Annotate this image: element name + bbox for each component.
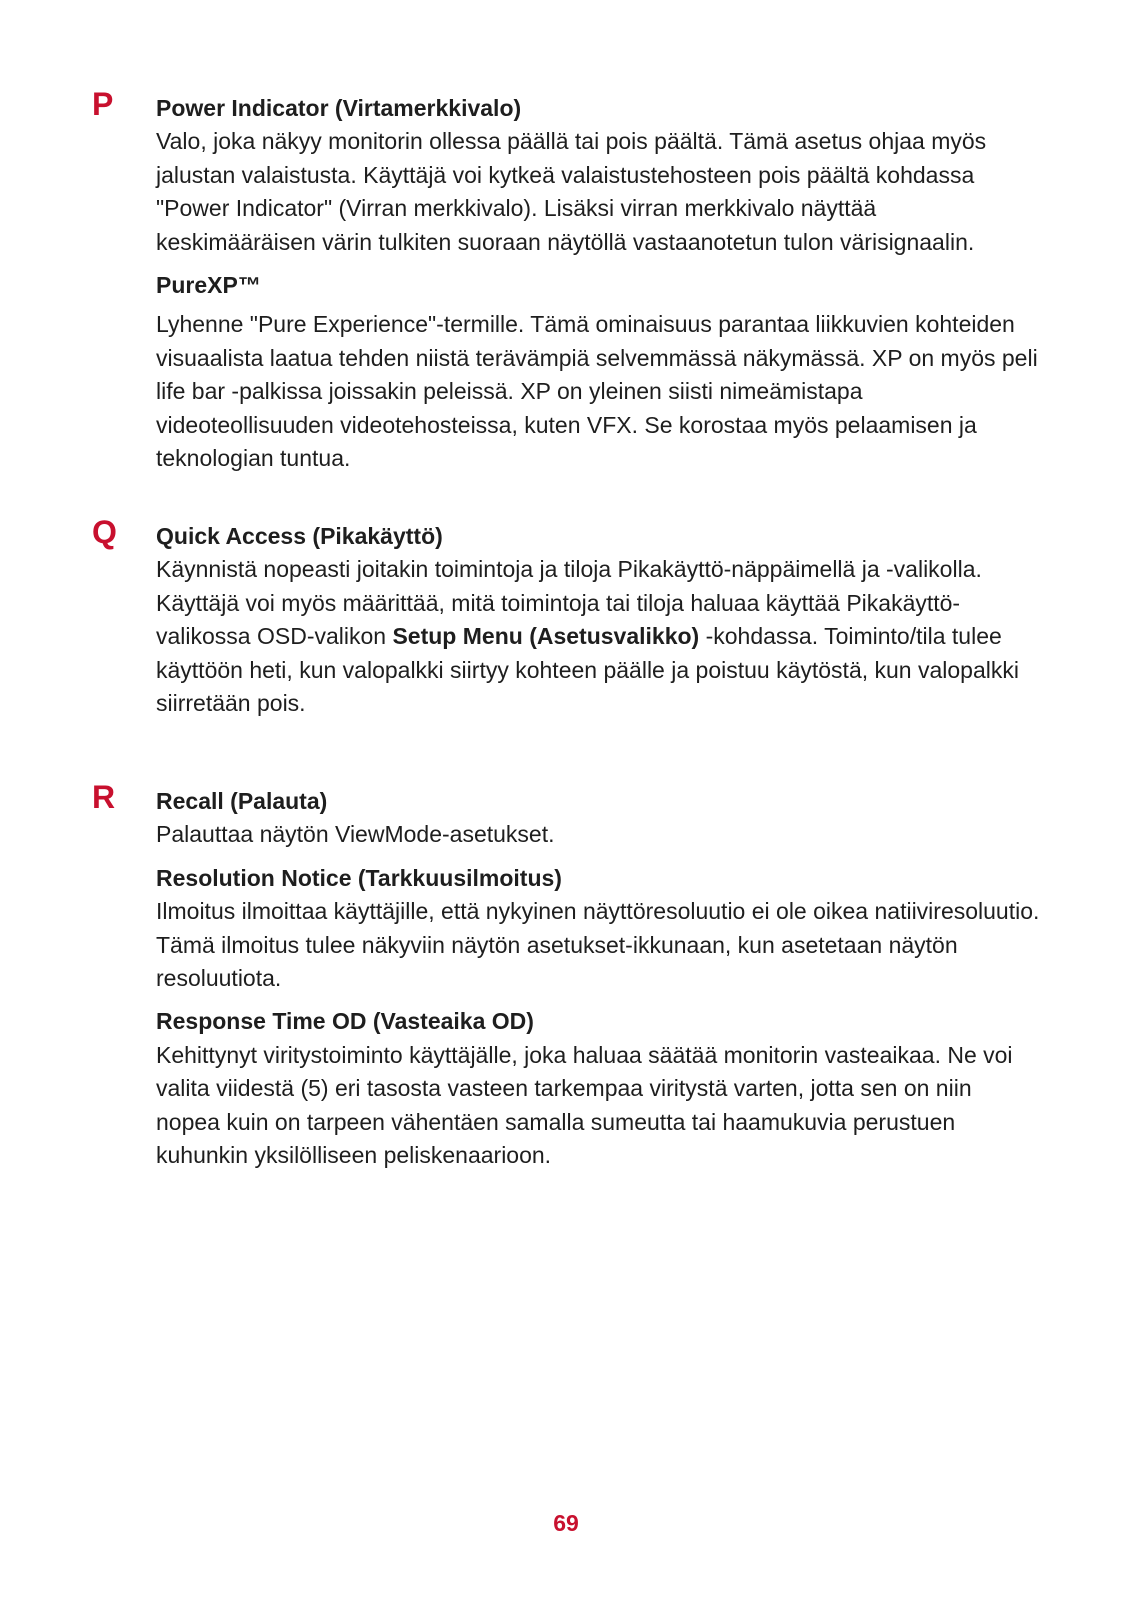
glossary-entry [156, 92, 1041, 259]
entry-term: Recall (Palauta) [156, 788, 328, 814]
entry-description [156, 553, 1041, 720]
entry-description-bold: Setup Menu (Asetusvalikko) [392, 623, 700, 650]
entry-term: Power Indicator (Virtamerkkivalo) [156, 95, 522, 121]
glossary-entry [156, 1005, 1041, 1172]
entry-description: Kehittynyt viritystoiminto käyttäjälle, joka haluaa säätää monitorin vasteaikaa. Ne voi valita viidestä (5) eri tasosta vasteen tarkempaa viritystä varten, jotta sen on niin nopea kuin on tarpeen vähentäen samalla sumeutta tai haamukuvia perustuen kuhunkin yksilölliseen peliskenaarioon. [156, 1041, 1013, 1169]
entry-term: Quick Access (Pikakäyttö) [156, 523, 443, 549]
entry-term: Response Time OD (Vasteaika OD) [156, 1008, 534, 1035]
entry-term: PureXP™ [156, 272, 261, 299]
entry-description-text: Käynnistä nopeasti joitakin toimintoja ja tiloja Pikakäyttö-näppäimellä ja -valikolla. Käyttäjä voi myös määrittää, mitä toimintoja tai tiloja haluaa käyttää Pikakäyttö-valikossa OSD-valikon [156, 556, 982, 650]
section-content [156, 785, 1041, 1182]
glossary-entry [156, 862, 1041, 996]
entry-description-text: -kohdassa. Toiminto/tila tulee käyttöön heti, kun valopalkki siirtyy kohteen päälle ja poistuu käytöstä, kun valopalkki siirretään pois. [156, 623, 1019, 717]
entry-description: Valo, joka näkyy monitorin ollessa päällä tai pois päältä. Tämä asetus ohjaa myös jalustan valaistusta. Käyttäjä voi kytkeä valaistustehosteen pois päältä kohdassa "Power Indicator" (Virran merkkivalo). Lisäksi virran merkkivalo näyttää keskimääräisen värin tulkiten suoraan näytöllä vastaanotetun tulon värisignaalin. [156, 128, 987, 255]
section-letter: R [92, 779, 116, 815]
entry-description: Palauttaa näytön ViewMode-asetukset. [156, 821, 555, 848]
glossary-entry [156, 520, 1041, 720]
section-content [156, 92, 1041, 485]
section-letter: P [92, 86, 114, 122]
entry-description: Ilmoitus ilmoittaa käyttäjille, että nykyinen näyttöresoluutio ei ole oikea natiiviresoluutio. Tämä ilmoitus tulee näkyviin näytön asetukset-ikkunaan, kun asetetaan näytön resoluutiota. [156, 898, 1040, 992]
entry-term: Resolution Notice (Tarkkuusilmoitus) [156, 864, 562, 891]
section-letter: Q [92, 514, 117, 550]
entry-description: Lyhenne "Pure Experience"-termille. Tämä ominaisuus parantaa liikkuvien kohteiden visuaalista laatua tehden niistä terävämpiä selvemmässä näkymässä. XP on myös peli life bar -palkissa joissakin peleissä. XP on yleinen siisti nimeämistapa videoteollisuuden videotehosteissa, kuten VFX. Se korostaa myös pelaamisen ja teknologian tuntua. [156, 311, 1038, 472]
glossary-entry [156, 785, 1041, 852]
section-content [156, 520, 1041, 730]
glossary-entry [156, 269, 1041, 475]
page-number: 69 [553, 1510, 579, 1536]
